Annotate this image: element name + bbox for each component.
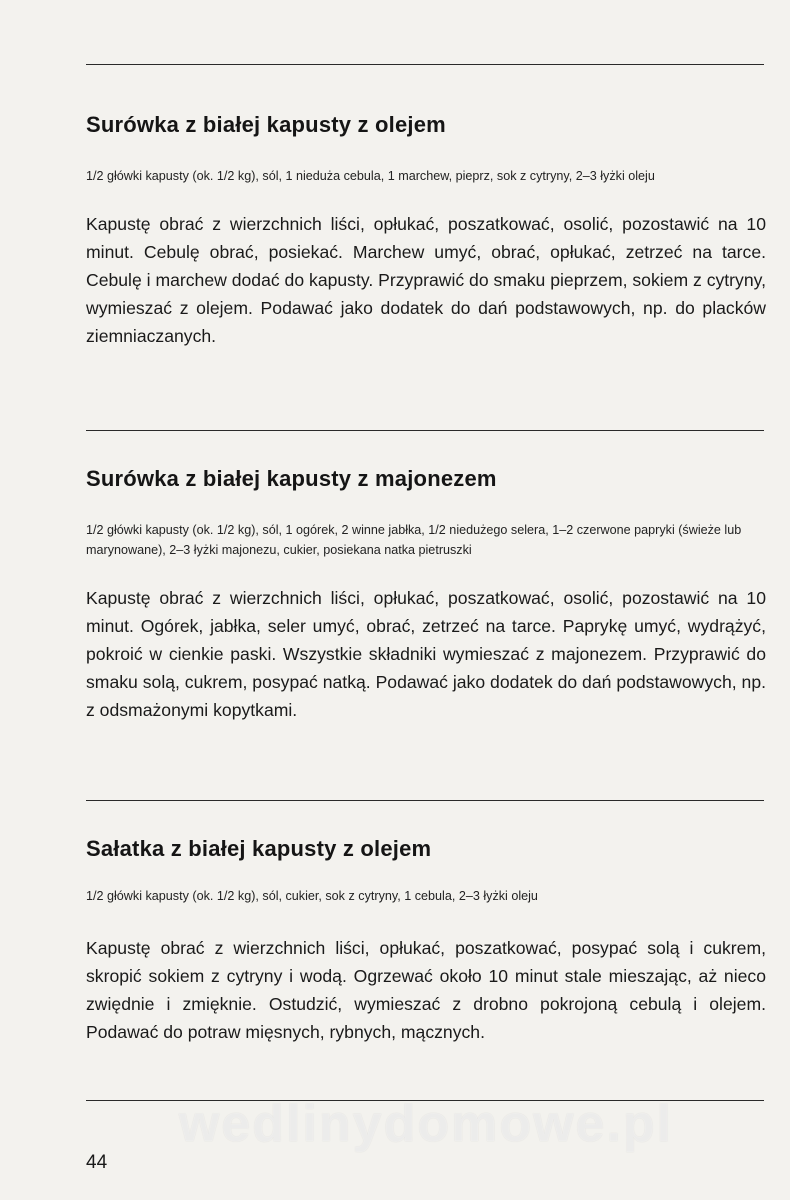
recipe-section (86, 466, 766, 724)
recipe-ingredients: 1/2 główki kapusty (ok. 1/2 kg), sól, cukier, sok z cytryny, 1 cebula, 2–3 łyżki oleju (86, 889, 538, 903)
recipe-ingredients: 1/2 główki kapusty (ok. 1/2 kg), sól, 1 ogórek, 2 winne jabłka, 1/2 niedużego selera, 1–2 czerwone papryki (świeże lub marynowane), 2–3 łyżki majonezu, cukier, posiekana natka pietruszki (86, 523, 742, 557)
recipe-method: Kapustę obrać z wierzchnich liści, opłukać, poszatkować, osolić, pozostawić na 10 minut. Cebulę obrać, posiekać. Marchew umyć, obrać, opłukać, zetrzeć na tarce. Cebulę i marchew dodać do kapusty. Przyprawić do smaku pieprzem, sokiem z cytryny, wymieszać z olejem. Podawać jako dodatek do dań podstawowych, np. do placków ziemniaczanych. (86, 214, 766, 346)
section-divider (86, 430, 764, 431)
recipe-ingredients: 1/2 główki kapusty (ok. 1/2 kg), sól, 1 nieduża cebula, 1 marchew, pieprz, sok z cytryny, 2–3 łyżki oleju (86, 169, 655, 183)
watermark: wedlinydomowe.pl (178, 1095, 674, 1153)
section-divider (86, 1100, 764, 1101)
recipe-title: Sałatka z białej kapusty z olejem (86, 836, 432, 861)
recipe-title: Surówka z białej kapusty z majonezem (86, 466, 497, 491)
recipe-section (86, 836, 766, 1046)
recipe-method: Kapustę obrać z wierzchnich liści, opłukać, poszatkować, posypać solą i cukrem, skropić sokiem z cytryny i wodą. Ogrzewać około 10 minut stale mieszając, aż nieco zwiędnie i zmięknie. Ostudzić, wymieszać z drobno pokrojoną cebulą i olejem. Podawać do potraw mięsnych, rybnych, mącznych. (86, 938, 766, 1042)
page-number: 44 (86, 1152, 108, 1173)
recipe-title: Surówka z białej kapusty z olejem (86, 112, 446, 137)
section-divider (86, 64, 764, 65)
section-divider (86, 800, 764, 801)
recipe-method: Kapustę obrać z wierzchnich liści, opłukać, poszatkować, osolić, pozostawić na 10 minut. Ogórek, jabłka, seler umyć, obrać, zetrzeć na tarce. Paprykę umyć, wydrążyć, pokroić w cienkie paski. Wszystkie składniki wymieszać z majonezem. Przyprawić do smaku solą, cukrem, posypać natką. Podawać jako dodatek do dań podstawowych, np. z odsmażonymi kopytkami. (86, 588, 766, 720)
recipe-section (86, 112, 766, 350)
